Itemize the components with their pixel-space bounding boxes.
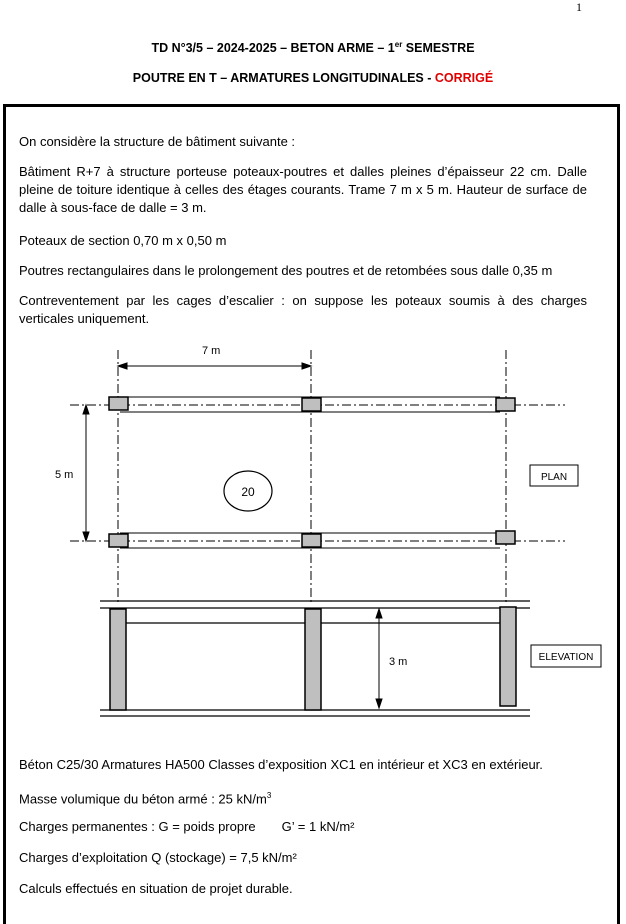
dim-3m-label: 3 m	[389, 656, 408, 668]
title-prefix: TD N°3/5 – 2024-2025 – BETON ARME – 1	[151, 41, 395, 56]
dimension-7m	[118, 363, 311, 369]
dimension-5m	[83, 405, 89, 541]
column-plan	[302, 534, 321, 547]
document-subtitle	[0, 71, 626, 85]
corrige-label: CORRIGÉ	[434, 71, 494, 85]
design-situation-line: Calculs effectués en situation de projet durable.	[19, 881, 293, 896]
dim-5m-label: 5 m	[55, 469, 74, 481]
dim-7m-label: 7 m	[202, 345, 221, 357]
column-plan	[109, 397, 128, 410]
plan-view	[55, 345, 578, 605]
materials-line: Béton C25/30 Armatures HA500 Classes d’exposition XC1 en intérieur et XC3 en extérieur.	[19, 757, 543, 772]
live-load-line: Charges d’exploitation Q (stockage) = 7,5 kN/m²	[19, 850, 297, 865]
column-elevation	[110, 609, 126, 710]
column-section: Poteaux de section 0,70 m x 0,50 m	[19, 233, 227, 248]
elevation-label: ELEVATION	[538, 652, 594, 663]
subtitle-text: POUTRE EN T – ARMATURES LONGITUDINALES -	[132, 71, 435, 85]
document-title	[0, 40, 626, 55]
page-number: 1	[576, 0, 582, 14]
column-plan	[496, 531, 515, 544]
beam-description: Poutres rectangulaires dans le prolongement des poutres et de retombées sous dalle 0,35 m	[19, 263, 553, 278]
permanent-load-g: Charges permanentes : G = poids propre	[19, 819, 256, 834]
permanent-load-g-prime: G’ = 1 kN/m²	[281, 819, 355, 834]
dimension-3m	[376, 609, 382, 708]
density-line	[19, 787, 587, 808]
column-plan	[496, 398, 515, 411]
density-unit-exponent: 3	[266, 791, 272, 800]
building-description: Bâtiment R+7 à structure porteuse poteaux-poutres et dalles pleines d’épaisseur 22 cm. Dalle pleine de toiture identique à celles des étages courants. Trame 7 m x 5 m. Hauteur de surface de dalle à sous-face de dalle = 3 m.	[19, 164, 587, 215]
structure-drawing	[0, 330, 626, 730]
density-text: Masse volumique du béton armé : 25 kN/m	[19, 791, 267, 807]
intro-paragraph: On considère la structure de bâtiment suivante :	[19, 134, 296, 149]
plan-columns	[109, 397, 515, 547]
column-plan	[302, 398, 321, 411]
plan-label: PLAN	[540, 472, 568, 483]
title-suffix: SEMESTRE	[402, 41, 475, 56]
column-elevation	[500, 607, 516, 706]
permanent-loads-line	[19, 818, 587, 836]
column-plan	[109, 534, 128, 547]
bracing-description: Contreventement par les cages d’escalier : on suppose les poteaux soumis à des charges verticales uniquement.	[19, 293, 587, 326]
column-elevation	[305, 609, 321, 710]
slab-label: 20	[241, 485, 255, 499]
title-superscript: er	[394, 40, 403, 49]
elevation-view	[100, 601, 601, 716]
